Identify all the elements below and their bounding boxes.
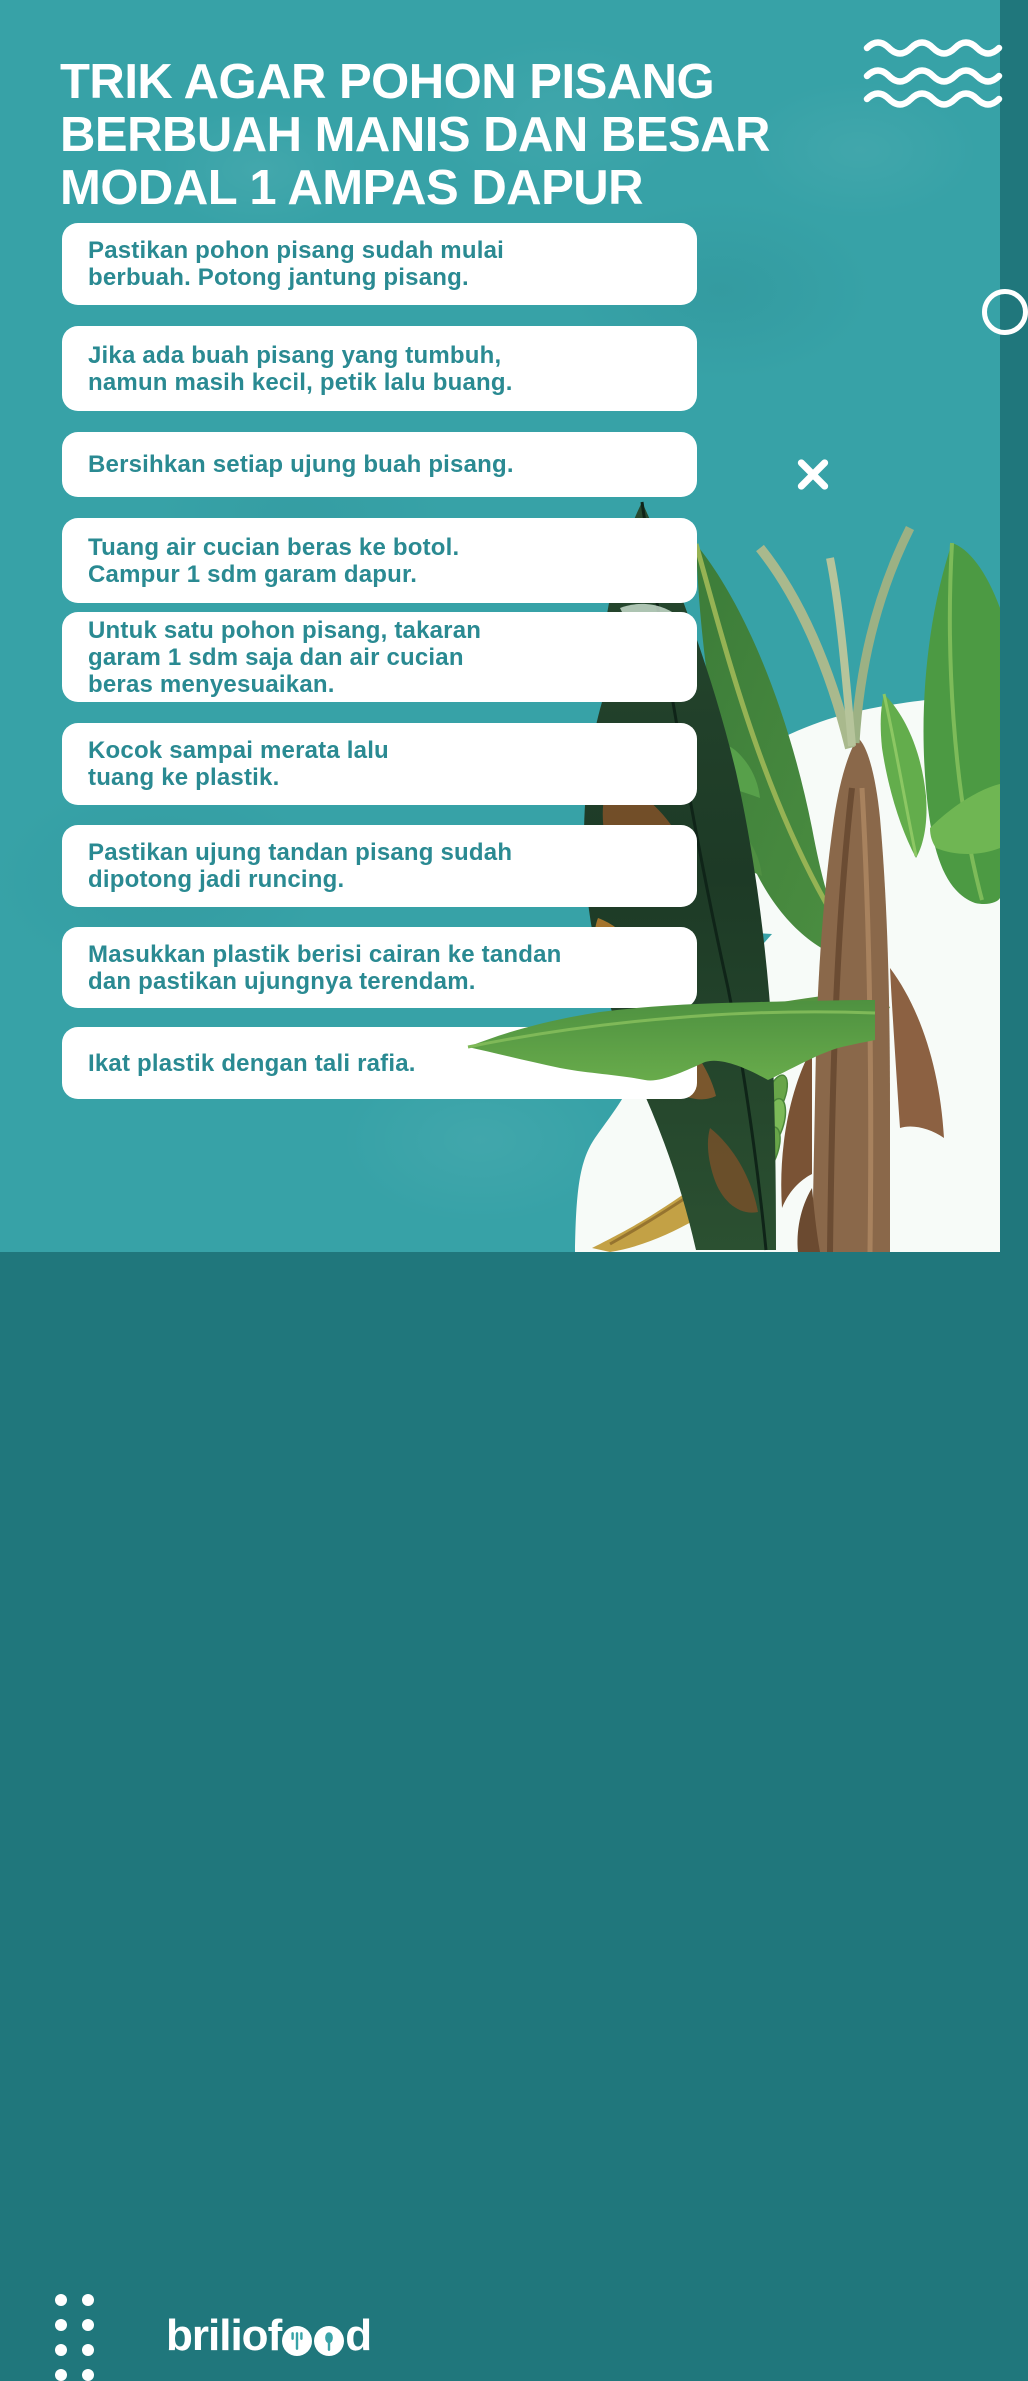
step-text: Pastikan pohon pisang sudah mulai <box>88 237 504 264</box>
step-text: tuang ke plastik. <box>88 764 280 791</box>
step-card-3 <box>62 432 697 497</box>
step-text: Pastikan ujung tandan pisang sudah <box>88 839 513 866</box>
step-card-6 <box>62 723 697 805</box>
step-text: dan pastikan ujungnya terendam. <box>88 967 476 995</box>
logo-text-f: f <box>267 2311 282 2360</box>
dot-grid-icon <box>55 2294 94 2381</box>
step-card-2 <box>62 326 697 411</box>
step-text: dipotong jadi runcing. <box>88 866 345 893</box>
step-card-8 <box>62 927 697 1008</box>
page-title <box>60 56 880 215</box>
step-card-5 <box>62 612 697 702</box>
step-card-4 <box>62 518 697 603</box>
logo-text-left: brilio <box>166 2311 268 2360</box>
step-text: Untuk satu pohon pisang, takaran <box>88 616 482 644</box>
step-card-7 <box>62 825 697 907</box>
title-line-1: TRIK AGAR POHON PISANG <box>60 55 715 109</box>
logo-text-d: d <box>345 2311 372 2360</box>
step-text: beras menyesuaikan. <box>88 670 335 698</box>
step-text: berbuah. Potong jantung pisang. <box>88 264 469 291</box>
step-text: Jika ada buah pisang yang tumbuh, <box>88 341 502 369</box>
step-text: namun masih kecil, petik lalu buang. <box>88 368 513 396</box>
step-card-9 <box>62 1027 697 1099</box>
circle-outline-icon <box>982 289 1028 335</box>
title-line-2: BERBUAH MANIS DAN BESAR <box>60 108 770 162</box>
step-card-1 <box>62 223 697 305</box>
step-text: Kocok sampai merata lalu <box>88 737 389 764</box>
title-line-3: MODAL 1 AMPAS DAPUR <box>60 161 644 215</box>
footer <box>0 1140 1000 2360</box>
step-text: Masukkan plastik berisi cairan ke tandan <box>88 940 562 968</box>
fork-icon <box>282 2326 312 2356</box>
spoon-icon <box>314 2326 344 2356</box>
step-text: Ikat plastik dengan tali rafia. <box>88 1049 416 1077</box>
step-text: Campur 1 sdm garam dapur. <box>88 560 418 588</box>
briliofood-logo <box>166 2306 371 2358</box>
step-text: garam 1 sdm saja dan air cucian <box>88 643 464 671</box>
step-text: Bersihkan setiap ujung buah pisang. <box>88 451 514 478</box>
step-text: Tuang air cucian beras ke botol. <box>88 533 460 561</box>
wave-lines-icon <box>865 36 1005 108</box>
